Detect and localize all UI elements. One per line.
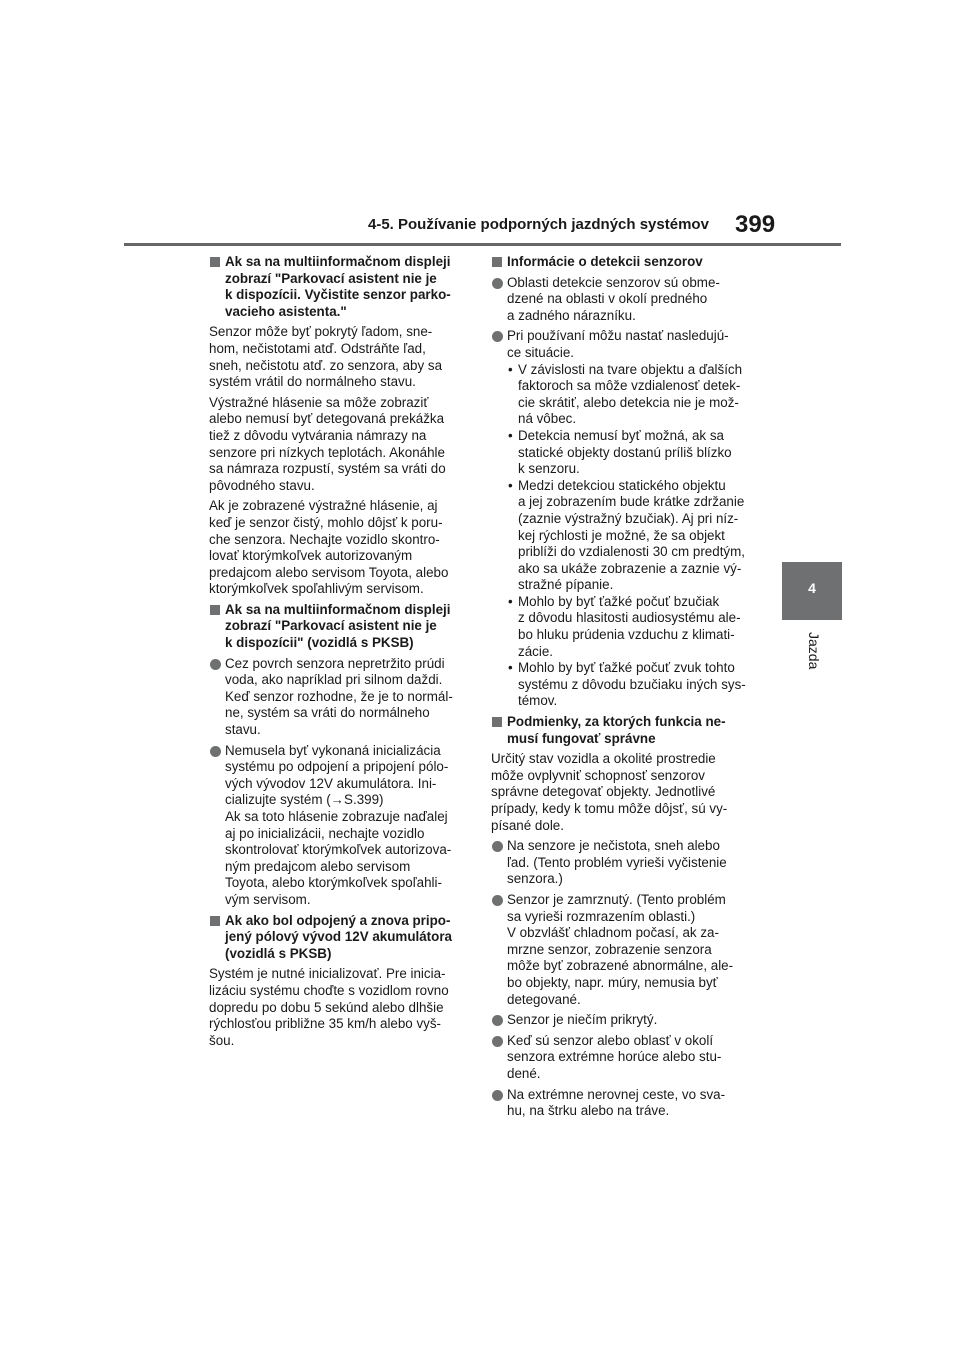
text-line: alebo nemusí byť detegovaná prekážka bbox=[209, 411, 445, 427]
text-line: Toyota, alebo ktorýmkoľvek spoľahli- bbox=[225, 875, 442, 891]
square-bullet-icon bbox=[492, 717, 502, 727]
paragraph-initialize bbox=[209, 966, 469, 1049]
text-line: ktorýmkoľvek spoľahlivým servisom. bbox=[209, 581, 424, 597]
round-bullet-icon bbox=[492, 331, 503, 342]
heading-display-message bbox=[209, 254, 469, 320]
page-header bbox=[0, 0, 960, 250]
text-line: faktoroch sa môže vzdialenosť detek- bbox=[518, 378, 741, 394]
paragraph-conditions bbox=[491, 751, 756, 834]
text-line: sneh, nečistotu atď. zo senzora, aby sa bbox=[209, 357, 443, 373]
text-line: k dispozícii" (vozidlá s PKSB) bbox=[225, 635, 414, 651]
text-line: môže byť zobrazené abnormálne, ale- bbox=[507, 958, 734, 974]
bullet-dirt-snow bbox=[491, 838, 756, 888]
text-line: Detekcia nemusí byť možná, ak sa bbox=[518, 427, 724, 443]
chapter-label-wrap bbox=[800, 632, 824, 692]
text-line: Systém je nutné inicializovať. Pre inicia- bbox=[209, 966, 446, 982]
text-line: Ak sa toto hlásenie zobrazuje naďalej bbox=[225, 809, 448, 824]
text-line: Určitý stav vozidla a okolité prostredie bbox=[491, 751, 716, 767]
text-line: cializujte systém (→S.399) bbox=[225, 792, 384, 808]
text-line: stavu. bbox=[225, 722, 261, 738]
heading-sensor-detection bbox=[491, 254, 756, 271]
paragraph-sensor-fault bbox=[209, 498, 469, 598]
text-line: šou. bbox=[209, 1032, 235, 1048]
text-line: ným predajcom alebo servisom bbox=[225, 858, 411, 874]
paragraph-sensor-covered bbox=[209, 324, 469, 390]
sub-item-static-objects: • Detekcia nemusí byť možná, ak sa statické objekty dostanú príliš blízko k senzoru. bbox=[491, 428, 756, 478]
text-line: ne, systém sa vráti do normálneho bbox=[225, 705, 430, 721]
chapter-number: 4 bbox=[808, 580, 816, 596]
text-line: keď je senzor čistý, mohlo dôjsť k poru- bbox=[209, 514, 443, 530]
text-line: Cez povrch senzora nepretržito prúdi bbox=[225, 655, 445, 671]
text-line: k dispozícii. Vyčistite senzor parko- bbox=[225, 287, 451, 303]
text-line: Nemusela byť vykonaná inicializácia bbox=[225, 742, 441, 758]
sub-item-display-delay: • Medzi detekciou statického objektu a jej zobrazením bude krátke zdržanie (zaznie výstražný bzučiak). Aj pri níz- kej rýchlosti je možné, že sa objekt priblíži do vzdialenosti 30 cm predtým, ako sa ukáže zobrazenie a zaznie vý- stražné pípanie. bbox=[491, 478, 756, 594]
bullet-situations bbox=[491, 328, 756, 361]
left-column bbox=[209, 254, 469, 1053]
text-line: predajcom alebo servisom Toyota, alebo bbox=[209, 564, 449, 580]
text-line: senzora.) bbox=[507, 871, 563, 887]
sub-item-object-shape: • V závislosti na tvare objektu a ďalších faktoroch sa môže vzdialenosť detek- cie skrátiť, alebo detekcia nie je mož- ná vôbec. bbox=[491, 362, 756, 428]
text-line: Senzor môže byť pokrytý ľadom, sne- bbox=[209, 324, 433, 340]
text-line: ce situácie. bbox=[507, 344, 574, 360]
text-line: hom, nečistotami atď. Odstráňte ľad, bbox=[209, 340, 426, 356]
round-bullet-icon bbox=[492, 1015, 503, 1026]
text-line: tiež z dôvodu vytvárania námrazy na bbox=[209, 427, 427, 443]
text-line: lovať ktorýmkoľvek autorizovaným bbox=[209, 548, 413, 564]
round-bullet-icon bbox=[492, 841, 503, 852]
text-line: aj po inicializácii, nechajte vozidlo bbox=[225, 825, 425, 841]
round-bullet-icon bbox=[492, 1036, 503, 1047]
bullet-rough-road bbox=[491, 1087, 756, 1120]
text-line: Keď sú senzor alebo oblasť v okolí bbox=[507, 1032, 714, 1048]
text-line: V závislosti na tvare objektu a ďalších bbox=[518, 361, 743, 377]
text-line: Mohlo by byť ťažké počuť zvuk tohto bbox=[518, 660, 735, 676]
text-line: Mohlo by byť ťažké počuť bzučiak bbox=[518, 593, 720, 609]
square-bullet-icon bbox=[210, 605, 220, 615]
text-line: a zadného nárazníku. bbox=[507, 307, 636, 323]
text-line: prípady, kedy k tomu môže dôjsť, sú vy- bbox=[491, 801, 728, 816]
square-bullet-icon bbox=[492, 257, 502, 267]
section-title: 4-5. Používanie podporných jazdných systémov bbox=[368, 216, 709, 233]
text-line: dené. bbox=[507, 1065, 541, 1081]
round-bullet-icon bbox=[210, 746, 221, 757]
text-line: Pri používaní môžu nastať nasledujú- bbox=[507, 328, 729, 344]
text-line: Na senzore je nečistota, sneh alebo bbox=[507, 838, 720, 854]
text-line: Senzor je zamrznutý. (Tento problém bbox=[507, 891, 726, 907]
text-line: zobrazí "Parkovací asistent nie je bbox=[225, 618, 437, 634]
text-line: Ak ako bol odpojený a znova pripo- bbox=[225, 912, 451, 928]
text-line: kej rýchlosti je možné, že sa objekt bbox=[518, 527, 725, 543]
text-line: rýchlosťou približne 35 km/h alebo vyš- bbox=[209, 1016, 442, 1032]
text-line: vých vývodov 12V akumulátora. Ini- bbox=[225, 775, 437, 791]
bullet-water-flow bbox=[209, 656, 469, 739]
text-line: ľad. (Tento problém vyrieši vyčistenie bbox=[507, 854, 727, 870]
bullet-frozen bbox=[491, 892, 756, 1008]
text-line: senzora extrémne horúce alebo stu- bbox=[507, 1049, 722, 1065]
text-line: senzore pri nízkych teplotách. Akonáhle bbox=[209, 444, 445, 460]
text-line: (zaznie výstražný bzučiak). Aj pri níz- bbox=[518, 510, 739, 526]
bullet-initialization bbox=[209, 743, 469, 909]
text-line: che senzora. Nechajte vozidlo skontro- bbox=[209, 531, 440, 547]
text-line: musí fungovať správne bbox=[507, 730, 656, 746]
text-line: V obzvlášť chladnom počasí, ak za- bbox=[507, 925, 719, 941]
text-line: vacieho asistenta." bbox=[225, 303, 347, 319]
text-line: jený pólový vývod 12V akumulátora bbox=[225, 929, 452, 945]
text-line: témov. bbox=[518, 693, 558, 709]
bullet-hot-cold bbox=[491, 1033, 756, 1083]
text-line: Na extrémne nerovnej ceste, vo sva- bbox=[507, 1086, 726, 1102]
text-line: Výstražné hlásenie sa môže zobraziť bbox=[209, 394, 429, 410]
text-line: stražné pípanie. bbox=[518, 577, 614, 593]
round-bullet-icon bbox=[492, 278, 503, 289]
text-line: správne detegovať objekty. Jednotlivé bbox=[491, 784, 716, 800]
round-bullet-icon bbox=[492, 895, 503, 906]
text-line: vým servisom. bbox=[225, 891, 311, 907]
bullet-detection-areas bbox=[491, 275, 756, 325]
text-line: skontrolovať ktorýmkoľvek autorizova- bbox=[225, 842, 452, 858]
text-line: systému z dôvodu bzučiaku iných sys- bbox=[518, 676, 746, 692]
text-line: (vozidlá s PKSB) bbox=[225, 945, 332, 961]
text-line: ná vôbec. bbox=[518, 411, 577, 427]
text-line: dzené na oblasti v okolí predného bbox=[507, 291, 708, 307]
bullet-covered bbox=[491, 1012, 756, 1029]
round-bullet-icon bbox=[210, 659, 221, 670]
text-line: mrzne senzor, zobrazenie senzora bbox=[507, 941, 712, 957]
square-bullet-icon bbox=[210, 916, 220, 926]
heading-conditions bbox=[491, 714, 756, 747]
text-line: pôvodného stavu. bbox=[209, 477, 315, 493]
text-line: statické objekty dostanú príliš blízko bbox=[518, 444, 732, 460]
text-line: a jej zobrazením bude krátke zdržanie bbox=[518, 494, 745, 510]
text-line: zobrazí "Parkovací asistent nie je bbox=[225, 270, 437, 286]
text-line: priblíži do vzdialenosti 30 cm predtým, bbox=[518, 544, 745, 560]
square-bullet-icon bbox=[210, 257, 220, 267]
text-line: detegované. bbox=[507, 991, 581, 1007]
page-number: 399 bbox=[735, 211, 776, 238]
text-line: Medzi detekciou statického objektu bbox=[518, 477, 726, 493]
text-line: Ak sa na multiinformačnom displeji bbox=[225, 254, 451, 269]
text-line: voda, ako napríklad pri silnom daždi. bbox=[225, 672, 443, 688]
text-line: môže ovplyvniť schopnosť senzorov bbox=[491, 767, 705, 783]
sub-item-buzzer-audio: • Mohlo by byť ťažké počuť bzučiak z dôvodu hlasitosti audiosystému ale- bo hluku prúdenia vzduchu z klimati- zácie. bbox=[491, 594, 756, 660]
round-bullet-icon bbox=[492, 1090, 503, 1101]
text-line: systém vrátil do normálneho stavu. bbox=[209, 374, 416, 390]
text-line: Oblasti detekcie senzorov sú obme- bbox=[507, 274, 720, 290]
text-line: Senzor je niečím prikrytý. bbox=[507, 1012, 658, 1028]
chapter-label: Jazda bbox=[806, 632, 822, 670]
sub-item-other-buzzers: • Mohlo by byť ťažké počuť zvuk tohto systému z dôvodu bzučiaku iných sys- témov. bbox=[491, 660, 756, 710]
text-line: bo objekty, napr. múry, nemusia byť bbox=[507, 974, 718, 990]
text-line: Informácie o detekcii senzorov bbox=[507, 254, 703, 269]
heading-battery-reconnected bbox=[209, 913, 469, 963]
text-line: Podmienky, za ktorých funkcia ne- bbox=[507, 714, 726, 730]
text-line: Ak sa na multiinformačnom displeji bbox=[225, 601, 451, 617]
text-line: Ak je zobrazené výstražné hlásenie, aj bbox=[209, 498, 438, 514]
text-line: písané dole. bbox=[491, 817, 564, 833]
header-rule bbox=[124, 243, 841, 246]
text-line: Keď senzor rozhodne, že je to normál- bbox=[225, 688, 453, 704]
text-line: sa námraza rozpustí, systém sa vráti do bbox=[209, 461, 446, 477]
text-line: k senzoru. bbox=[518, 461, 580, 477]
text-line: zácie. bbox=[518, 643, 553, 659]
text-line: z dôvodu hlasitosti audiosystému ale- bbox=[518, 610, 741, 626]
text-line: ako sa ukáže zobrazenie a zaznie vý- bbox=[518, 560, 742, 576]
text-line: bo hluku prúdenia vzduchu z klimati- bbox=[518, 627, 735, 643]
text-line: sa vyrieši rozmrazením oblasti.) bbox=[507, 908, 696, 924]
right-column bbox=[491, 254, 756, 1124]
text-line: cie skrátiť, alebo detekcia nie je mož- bbox=[518, 394, 739, 410]
text-line: hu, na štrku alebo na tráve. bbox=[507, 1103, 670, 1119]
text-line: systému po odpojení a pripojení pólo- bbox=[225, 759, 449, 775]
heading-not-available-pksb bbox=[209, 602, 469, 652]
paragraph-frost bbox=[209, 395, 469, 495]
text-line: dopredu po dobu 5 sekúnd alebo dlhšie bbox=[209, 999, 444, 1015]
text-line: lizáciu systému choďte s vozidlom rovno bbox=[209, 982, 449, 998]
